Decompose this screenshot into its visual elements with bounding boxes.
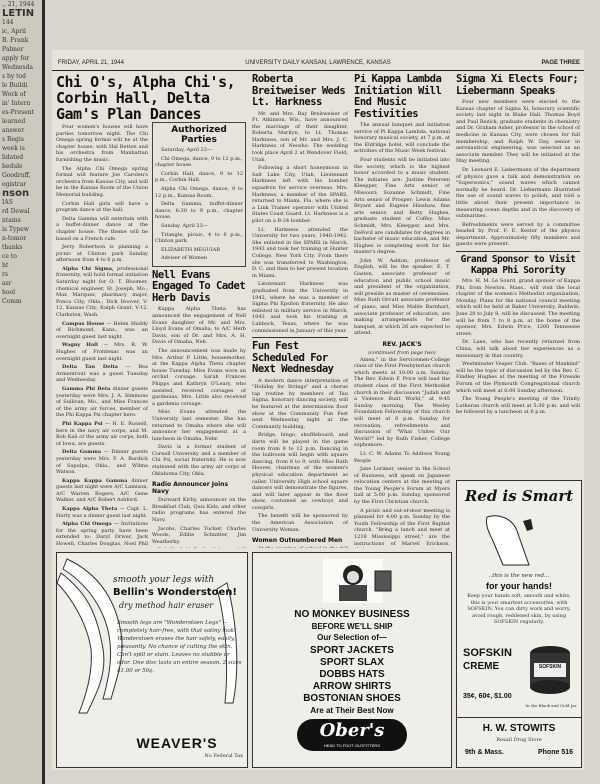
party-line: Delta Gamma, buffet-dinner dance, 6:30 to 9 p.m., chapter house. (155, 201, 243, 221)
strip-line: answer (2, 127, 25, 134)
revjack-paragraph: Jane Lorimer, senior in the School of Business, will speak on Japanese relocation centers at the meeting of the Young People's Forum at Myers hall at 5:00 p.m. Sunday, sponsored by the First Christian church. (354, 466, 450, 506)
weavers-ad (56, 552, 248, 768)
social-note (56, 321, 148, 341)
obers-item: ARROW SHIRTS (312, 681, 392, 692)
pikappa-paragraph: John W. Ashton, professor of English, will be the speaker. E. T. Gaston, associate professor of education and public school music and president of the organization, will preside as master of ceremonies. Miss Ruth Orcutt associate professor of piano, and Miss Mable Barnhart, associate professor of education, are making arrangements for the banquet, at which 26 are expected to attend. (354, 257, 450, 337)
revjack-paragraph: Lt. C. W. Adams To Address Young People (354, 450, 450, 464)
strip-line: nson (2, 188, 30, 199)
note-house: Delta Tau Delta (62, 364, 118, 371)
party-line: Chi Omega, dance, 9 to 12 p.m., chapter house. (155, 155, 243, 169)
kappaphi-paragraph: Dr. Lane, who has recently returned from China, will talk about her experiences as a missionary in that country. (456, 339, 580, 359)
funfest-headline: Fun Fest Scheduled For Next Wednesday (252, 340, 334, 376)
party-line: Adviser of Women (161, 255, 207, 262)
jar-illustration (525, 643, 575, 699)
sigmaxi-paragraph: Four new members were elected to the Kansas chapter of Sigma Xi, honorary scientific society last night in Blake Hall. Thomas Boyd and Paul Rezick, graduate students in chemistry and Dr. Graham Asher, professor in the school of medicine in Kansas City, were chosen for full membership, and Ralph W. Day, senior in aeronautical engineering, was selected as an associate member. They will be initiated at the May meeting. (456, 99, 580, 165)
strip-line: Comm (2, 298, 22, 305)
authorized-parties-box (152, 122, 246, 267)
strip-line: Palmer (2, 46, 24, 53)
strip-line: is Typew (2, 226, 29, 233)
product-prices: 35¢, 60¢, $1.00 (463, 693, 512, 700)
red-title: Red is Smart (464, 487, 574, 505)
strip-line: in' Intern (2, 100, 31, 107)
column-3 (252, 74, 348, 548)
radio-paragraph: Jacobs, Charles Tucker, Charles Woods, Eddie Schnitter, Jim Weatherby. (152, 525, 246, 545)
social-note (56, 364, 148, 384)
obers-line: BEFORE WE'LL SHIP (311, 622, 393, 631)
funfest-paragraph: A modern dance interpretation of "Holiday for Strings" and a chorus tap routine by members of Tau Sigma, honorary dancing society, will be featured at the intermission floor show at the Community Fun Fest next Wednesday night at the Community building. (252, 377, 348, 430)
red-body: Keep your hands soft, smooth and white, this is your smartest accessories, with SOFSKIN. You can dirty work and worry, avoid rough, reddened skin, by using SOFSKIN regularly. (467, 593, 571, 626)
masthead-page: PAGE THREE (541, 60, 580, 66)
women-paragraph (252, 546, 348, 548)
note-house: Kappa Kappa Gamma (62, 477, 128, 484)
kappaphi-paragraph: Mrs. H. M. Le Sourd, grand sponsor of Kappa Phi, from Newton, Mass., will visit the local chapter of the women's Methodist organization, Monday. Plans for the national council meeting which will be held at Baker University, Baldwin, June 20 to July 8, will be discussed. The meeting will be from 7 to 8 p.m. at the home of the sponsor, Mrs. Edwin Price, 1200 Tennessee street. (456, 278, 580, 337)
ad-line2: Bellin's Wonderstoen! (113, 587, 237, 598)
evans-paragraph: Davis is a former student of Cornell University and a member of Chi Psi, social fraternity. He is now stationed with the army air corps at Oklahoma City, Okla. (152, 444, 246, 477)
breitweiser-paragraph: Mr. and Mrs. Ray Breitweiser of Ft. Atkinson, Wis., have announced the marriage of their daughter, Roberta Marilyn, to Lt. Thomas Harkness, son of Mr. and Mrs. J. C. Harkness of Neosho. The wedding took place April 2 at Wendover Field, Utah. (252, 110, 348, 163)
strip-line: Wednesda (2, 64, 33, 71)
social-note (56, 421, 148, 447)
strip-line: thanks (2, 244, 23, 251)
red-tagline: ..this is the new red... (488, 573, 550, 579)
party-line: Triangle, picnic, 4 to 6 p.m., Clinton park. (155, 231, 243, 245)
rev-jack-subhead: REV. JACK'S (382, 341, 422, 348)
obers-item: SPORT JACKETS (310, 645, 394, 656)
ad-line1: smooth your legs with (113, 575, 215, 585)
strip-line: egistrar (2, 181, 27, 188)
strip-line: hool (2, 289, 16, 296)
note-text: — H. E. Russell, here in the navy air corps, and M. Bob Kali of the army air corps, both of Iowa, are guests. (56, 420, 148, 447)
masthead (52, 60, 584, 70)
evans-paragraph: Kappa Alpha Theta has announced the engagement of Nell Evans daughter of Mr. and Mrs. Lloyd Evans of Omaha, to A/C Herb Davis, son of Dr. and Mrs. A. H. Davis of Omaha, Neb. (152, 306, 246, 346)
strip-line: asr (2, 280, 12, 287)
dances-paragraph: Jerry Robertson is planning a picnic at Clinton park Sunday afternoon from 4 to 6 p.m. (56, 244, 148, 264)
note-house: Campus House (62, 320, 105, 327)
strip-line: IAS (2, 199, 13, 206)
obers-ad (252, 552, 452, 768)
note-house: Kappa Alpha Theta (62, 506, 118, 513)
strip-line: 144 (2, 19, 14, 26)
evans-paragraph: Miss Evans attended the University last semester. She has returned to Omaha where she will announce her engagement at a luncheon in Omaha, Nebr. (152, 409, 246, 442)
strip-line: Goodruff, (2, 172, 31, 179)
party-line: Corbin Hall, dance, 9 to 12 p.m., Corbin Hall. (155, 170, 243, 184)
note-house: Wagny Hall (62, 342, 98, 349)
party-line: Sunday, April 23— (161, 222, 208, 229)
dances-headline: Chi O's, Alpha Chi's, Corbin Hall, Delta Gam's Plan Dances (56, 74, 236, 123)
continued-note: (continued from page two) (368, 350, 436, 356)
strip-line: le Buildi (2, 82, 28, 89)
strip-line: es-Present (2, 109, 35, 116)
note-text: dinner guests yesterday were Mrs. J. A. Simmons of Sullivan, Mo., and Miss Frances of the army air forces, member of the Phi Kappa Psi chapter here. (56, 385, 148, 419)
masthead-rule (52, 70, 584, 71)
strip-line: week is (2, 145, 25, 152)
masthead-paper: UNIVERSITY DAILY KANSAN, LAWRENCE, KANSAS (245, 60, 391, 66)
pikappa-paragraph: Four students will be initiated into the society, which is the highest honor accorded to a music student. The initiates are: Justine Petersen Kleeppsr, Fine Arts senior of Missouri; Suzanne Schmidt, Fine Arts senior of Prosper; Lewis Adams Bryant and Eugene Hinshaw, fine arts senior; and Betty Hughes, graduate student of Coffey. Miss Schmidt, Mrs. Kleeppsr, and Mrs. DeFord are candidates for degrees in bachelor of music education, and Mr. Hughes is completing work for his master's degree. (354, 156, 450, 256)
kappaphi-paragraph: The Young People's meeting of the Trinity Lutheran church will meet at 5:30 p.m. and will be followed by a luncheon at 6 p.m. (456, 396, 580, 416)
column-1a (56, 124, 148, 548)
breitweiser-paragraph: Following a short honeymoon in Salt Lake City, Utah, Lieutenant Harkness left with his bomber squadron for service overseas. Mrs. Harkness, a member of the SPARS, returned to Miami, Fla. where she is a Link Trainer operator with United States Coast Guard. Lt. Harkness is a pilot on a B-24 bomber. (252, 165, 348, 224)
sigmaxi-paragraph: Refreshments were served by a committee headed by Prof. F. E. Kester of the physics department. Approximately fifty members and guests were present. (456, 221, 580, 248)
funfest-paragraph: The benefit will be sponsored by the American Association of University Women. (252, 513, 348, 533)
social-note (56, 266, 148, 319)
strip-line: LETIN (2, 8, 35, 19)
ad-store: WEAVER'S (136, 735, 218, 751)
breitweiser-headline: Roberta Breitweiser Weds Lt. Harkness (252, 74, 346, 108)
jar-label: SOFSKIN (538, 664, 562, 670)
obers-items (253, 645, 451, 705)
ad-body: Smooth legs are "Wonderstoen Legs" — completely hair-free, with that satiny look! Wonderstoen erases the hair safely, easily, pleasantly. No chance of cutting the skin. Can't spill or stain. Leaves no stubble or odor. One disc lasts an entire season. 2 sizes $1.00 or 50¢. (117, 620, 242, 674)
obers-brand-sub: HEAD TO FOOT OUTFITTERS (323, 743, 380, 748)
jar-sub: In the Black and Gold Jar (525, 703, 577, 708)
obers-item: BOSTONIAN SHOES (303, 693, 401, 704)
ad-tax: No Federal Tax (204, 753, 243, 759)
dances-paragraph: Corbin Hall girls will have a program dance at the hall. (56, 200, 148, 214)
strip-line: learned (2, 118, 26, 125)
masthead-date: FRIDAY, APRIL 21, 1944 (58, 60, 124, 66)
funfest-paragraph: Bridge, bingo, shuffleboard, and darts will be played in the game room from 8 to 12 p.m. Dancing in the ballroom will begin with square dancing, from 8 to 9, with Miss Ruth Hoover, chairman of the women's physical education department as caller. University High school square dancers will demonstrate the figures, and will later appear in the floor show, costumed as cowboys and cowgirls. (252, 432, 348, 511)
sigmaxi-headline: Sigma Xi Elects Four; Liebermann Speaks (456, 74, 579, 97)
obers-item: SPORT SLAX (320, 657, 384, 668)
note-text: dinner guests last night were A/C Lamison, A/C Warren Rogers, A/C Gene Walker, and A/C Robert Ashford. (56, 477, 148, 504)
party-line: Alpha Chi Omega, dance, 9 to 12 p.m., Kansas Room. (155, 185, 243, 199)
strip-line: ., 21, 1944 (2, 1, 35, 8)
kappaphi-headline: Grand Sponsor to Visit Kappa Phi Sorority (460, 254, 576, 276)
revjack-paragraph: A picnic and out-of-door meeting is planned for 4:00 p.m. Sunday by the Youth Fellowship of the First Baptist church. "Bring a lunch and meet at 1218 Mississippi street," are the instructions of Marvel Erickson, (354, 507, 450, 547)
pikappa-paragraph: The annual banquet and initiation service of Pi Kappa Lambda, national honorary musical society, at 7 p.m. at the Eldridge hotel, will conclude the activities of the Music Week festival. (354, 122, 450, 155)
note-text: — Mrs. R. W. Hughes of Frontenac was an overnight guest last night. (56, 342, 148, 362)
strip-line: lidated (2, 154, 24, 161)
radio-paragraph (152, 547, 246, 548)
party-line: Saturday, April 22— (161, 147, 212, 153)
radio-paragraph: Durward Kirby, announcer on the Breakfast Club, Quiz Kids, and other radio programs has entered the Navy. (152, 497, 246, 524)
evans-headline: Nell Evans Engaged To Cadet Herb Davis (152, 268, 246, 304)
dances-paragraph: Delta Gamma will entertain with a buffet-dinner dance at the chapter house. The theme will be based on a French cafe. (56, 215, 148, 242)
stowits-phone: Phone 516 (537, 749, 573, 756)
strip-line: apply for (2, 55, 30, 62)
sofskin-ad (456, 480, 582, 768)
breitweiser-paragraph: Lt. Harkness attended the University for two years, 1940-1942. She enlisted in the SPARS in March, 1943 and took her training at Hunter College, New York City. From there she was transferred to Washington, D. C. and then to her present location in Miami. (252, 226, 348, 279)
strip-line: Work of (2, 91, 26, 98)
evans-paragraph: The announcement was made by Mrs. Arthur P. Little, housemother, at the Kappa Alpha Theta chapter house Tuesday. Miss Evans wore an orchid corsage. Sarah Frances Phipps and Kathryn O'Leary, who assisted, received corsages of gardenias. Mrs. Little also received a gardenia corsage. (152, 347, 246, 407)
social-note (56, 449, 148, 475)
product-name2: CREME (463, 661, 500, 672)
strip-line: ntains (2, 217, 21, 224)
note-text: — Dinner guests yesterday were Mrs. F. A. Burdick of Sapulpa, Okla., and Wilma Watson. (56, 449, 148, 476)
kappaphi-paragraph: Westminster Vesper Club. "Bases of Mankind" will be the topic of discussion led by the Rev. C. Findley Hughes at the meeting of the Fireside Forum of the Plymouth Congregational church which will meet at 6:00 Sunday afternoon. (456, 361, 580, 394)
radio-subhead: Radio Announcer Joins Navy (152, 481, 229, 496)
column-5 (456, 74, 580, 474)
sigmaxi-paragraph: Dr. Leonard E. Liebermann of the department of physics gave a talk and demonstration on "Supersonics," sound waves which cannot normally be heard. Dr. Liebermann illustrated the use of sound waves to polish, and told a little about their present importance in measuring ocean depths and in the discovery of submarines. (456, 166, 580, 220)
note-house: Alpha Chi Omega (62, 521, 112, 528)
monkey-illustration (253, 553, 451, 607)
pikappa-headline: Pi Kappa Lambda Initiation Will End Music Festivities (354, 74, 442, 120)
women-subhead: Women Outnumbered Men (252, 537, 343, 545)
obers-footer: Are at Their Best Now (310, 706, 394, 715)
note-house: Phi Kappa Psi (62, 420, 103, 427)
strip-line: ic, April (2, 28, 26, 35)
obers-item: DOBBS HATS (319, 669, 385, 680)
column-4 (354, 74, 450, 548)
note-house: Alpha Chi Sigma, (62, 265, 114, 272)
strip-line: hedule (2, 163, 23, 170)
authorized-parties-title: Authorized Parties (171, 125, 227, 145)
dances-paragraph: Four women's houses will have parties tomorrow night. The Chi Omega spring formal will be at the chapter house, with Hal Betton and his orchestra from Manhattan furnishing the music. (56, 124, 148, 163)
strip-line: s Regis (2, 136, 24, 143)
note-text: — Invitations for the spring party have been extended to: Daryl Driver, Jack Howell, Charles Douglas, Noel Phil (56, 521, 148, 548)
obers-logo (297, 719, 407, 751)
stowits-sub: Rexall Drug Store (496, 737, 542, 743)
strip-line: n-tomor (2, 235, 27, 242)
social-note (56, 506, 148, 519)
strip-line: s by tod (2, 73, 26, 80)
column-2 (152, 122, 246, 548)
note-house: Delta Gamma (62, 449, 102, 456)
note-text: — Capt. L. Harty was a dinner guest last night. (56, 506, 148, 519)
social-note (56, 342, 148, 362)
dances-paragraph: The Alpha Chi Omega spring formal will feature Joe Carolen's orchestra from Kansas City, and will be in the Kansas Room of the Union Memorial building. (56, 165, 148, 198)
party-line: ELIZABETH MEGUIAR (161, 246, 220, 253)
note-text: — Helen Shiddy of Richmond, Kans., was an overnight guest last night. (56, 320, 148, 340)
obers-line2: Our Selection of— (317, 633, 387, 642)
stowits-address: 9th & Mass. (465, 749, 504, 756)
ad-line3: dry method hair eraser (119, 601, 214, 610)
adjacent-page-strip (0, 0, 45, 784)
strip-line: B. Frank (2, 37, 29, 44)
stowits-name: H. W. STOWITS (482, 723, 556, 734)
strip-line: rs (2, 271, 8, 278)
note-house: Gamma Phi Beta (62, 385, 111, 392)
strip-line: rd Dewal (2, 208, 30, 215)
obers-brand: Ober's (319, 720, 385, 741)
social-note (56, 521, 148, 548)
revjack-paragraph: Amen," in the Servicemen-College class of the First Presbyterian church which meets at 10:00 a.m. Sunday. The Rev. Edwin F. Price will lead the student class of the First Methodist church in their discussion "Judah and a Violence Bunt World," at 9:45 Sunday morning. The Wesley Foundation Fellowship of this church will meet at 6 p.m. Sunday for recreation, refreshments and discussion of "What Unites Our World?" led by Ruth Fisher, College sophomore. (354, 356, 450, 449)
strip-line: ht (2, 262, 9, 269)
social-note (56, 478, 148, 504)
breitweiser-paragraph: Lieutenant Harkness was graduated from the University in 1942, where he was a member of Sigma Phi Epsilon fraternity. He also enlisted in military service in March, 1943 and took his training at Lubbock, Texas, where he was commissioned in January of this year. (252, 281, 348, 334)
hand-illustration (457, 507, 581, 571)
social-note (56, 386, 148, 419)
product-name: SOFSKIN (463, 647, 512, 659)
note-text: professional fraternity, will hold formal initiation Saturday night for O. T. Bloomer, chemical engineer, St. Joseph, Mo.; Max Marquez, pharmacy major, Ponca City, Okla.; Dick Hoover, V-12, Kansas City; Ralph Grant, V-12, Clarkston, Wash. (56, 265, 148, 319)
strip-line: ce to (2, 253, 17, 260)
red-headline: for your hands! (485, 581, 552, 591)
note-text: — Bea Armentrout was a guest Tuesday and Wednesday. (56, 364, 148, 384)
obers-title: NO MONKEY BUSINESS (294, 609, 410, 620)
